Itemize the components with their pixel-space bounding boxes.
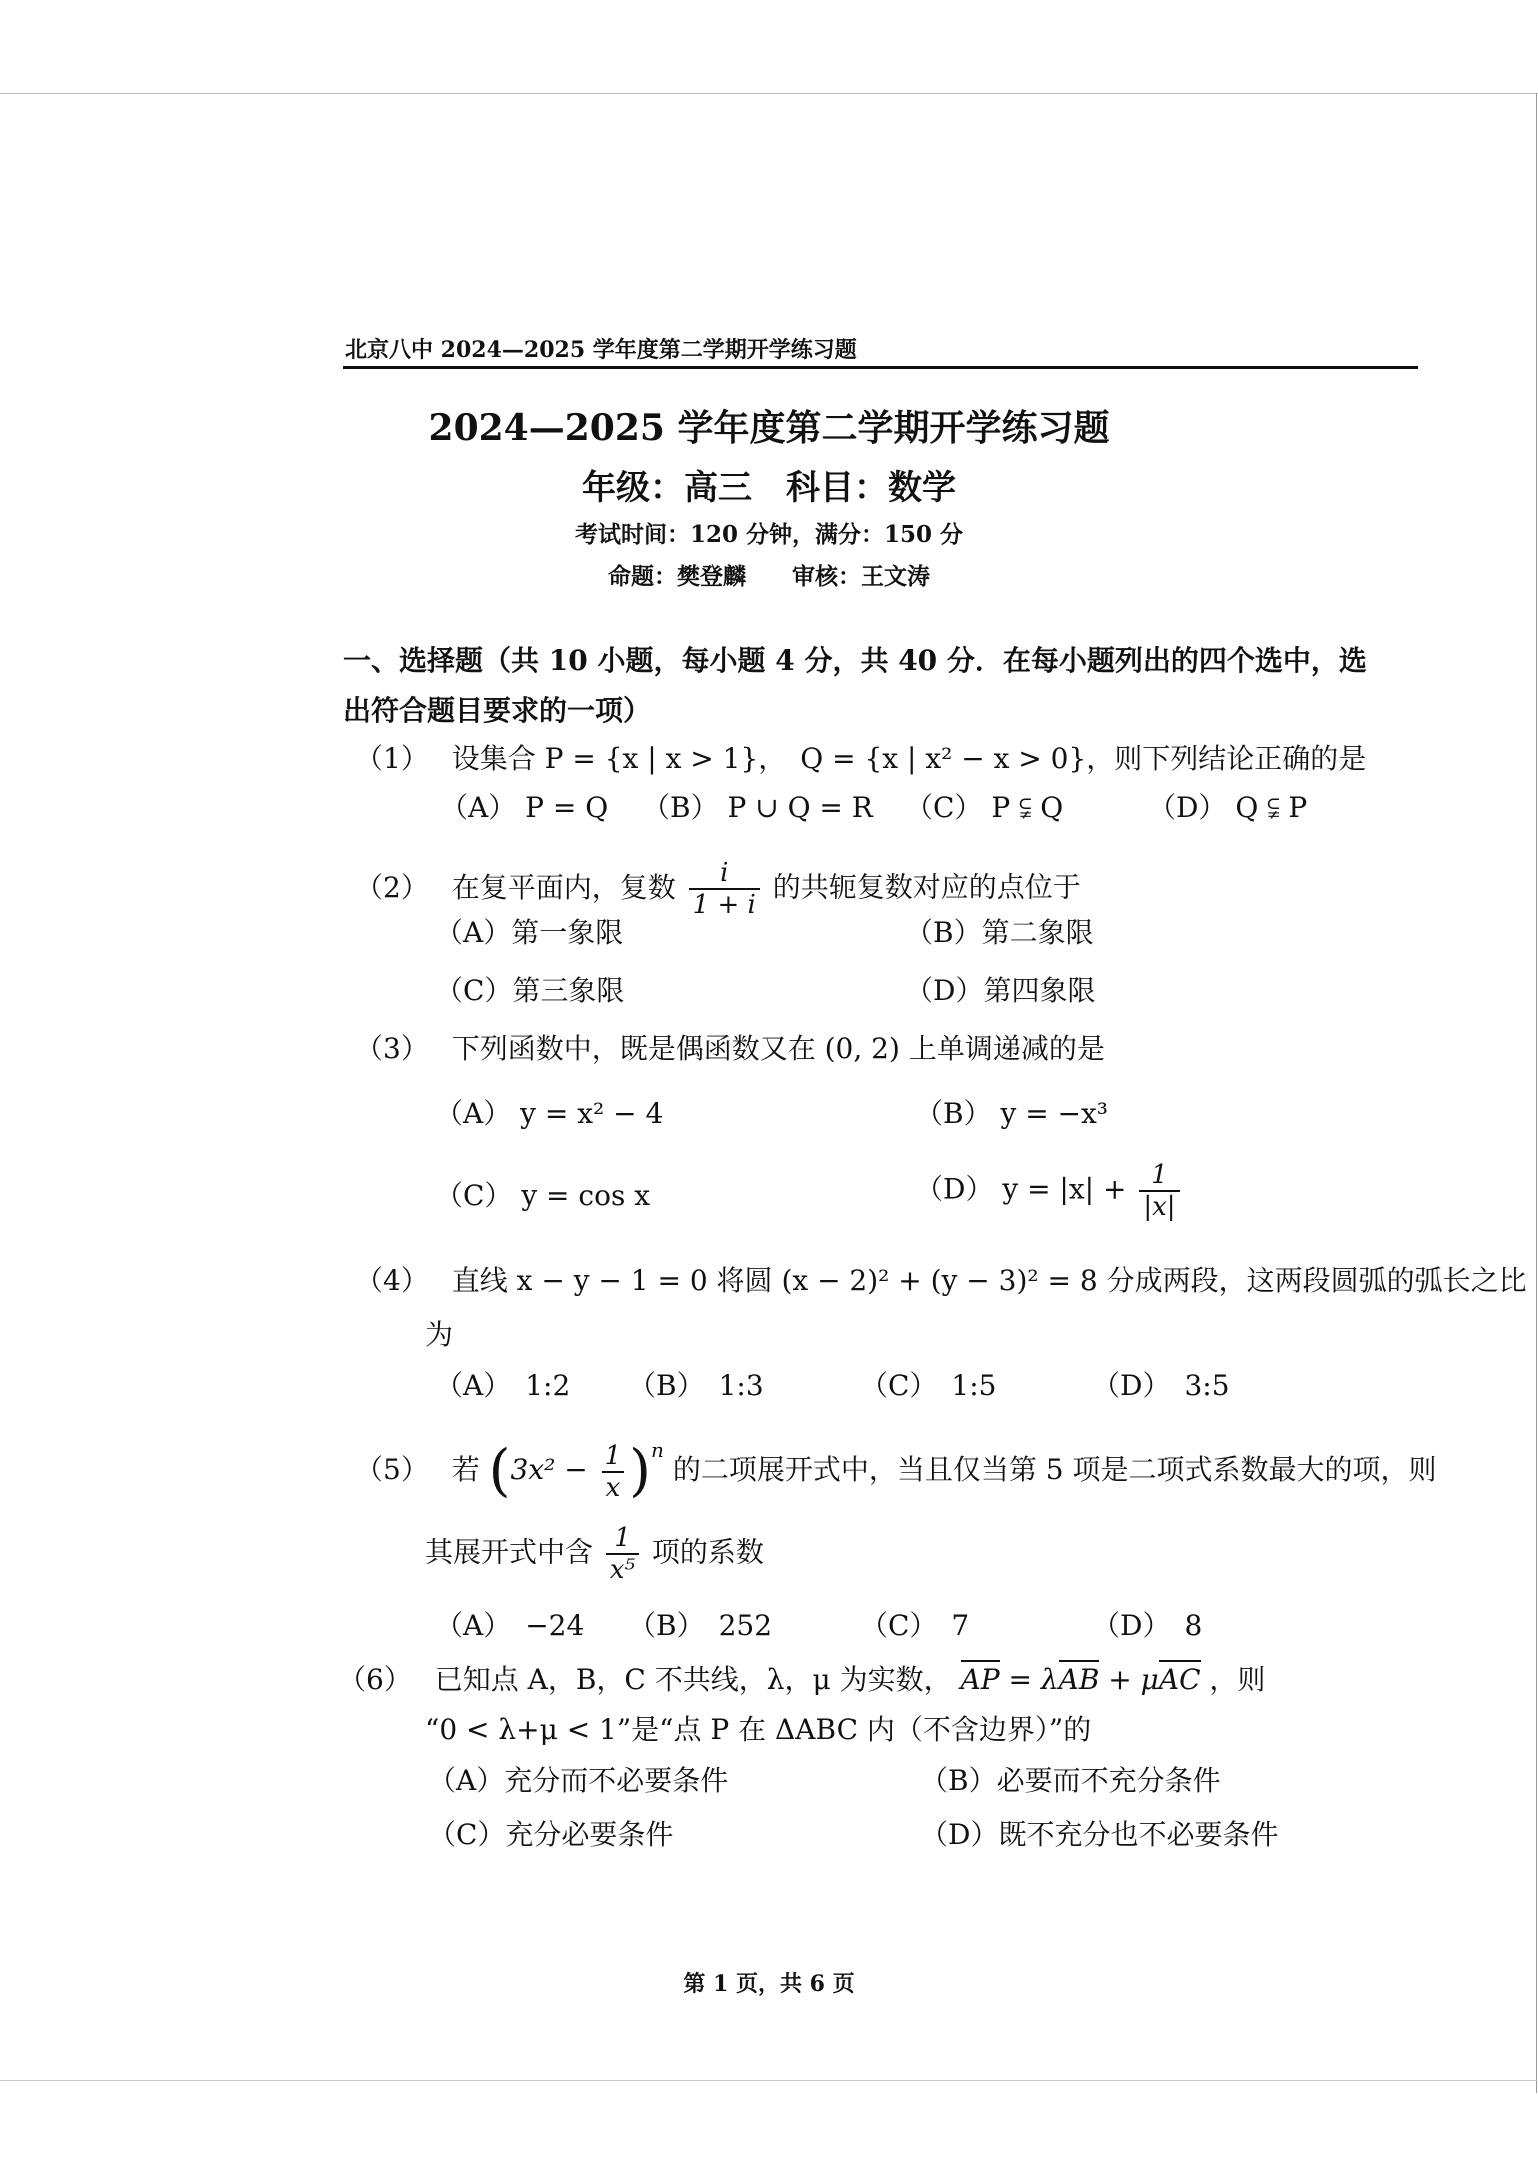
fraction-numerator: 1 (614, 1523, 631, 1553)
question-number: （6） (338, 1663, 412, 1696)
scan-edge (0, 93, 1538, 94)
choice-d-text: （D） y = |x| + (915, 1172, 1127, 1206)
question-number: （3） (355, 1032, 429, 1065)
choice-c: （C）第三象限 (435, 974, 625, 1007)
question-stem: 在复平面内，复数 (451, 870, 676, 904)
page-subtitle: 年级：高三 科目：数学 (582, 468, 956, 508)
question-stem-line2: 为 (425, 1318, 454, 1351)
choice-d: （D）既不充分也不必要条件 (920, 1818, 1279, 1851)
choice-a: （A）充分而不必要条件 (428, 1764, 729, 1797)
section-title: 一、选择题（共 10 小题，每小题 4 分，共 40 分．在每小题列出的四个选中，选出符合题目要求的一项） (343, 644, 1367, 727)
exam-time: 考试时间：120 分钟，满分：150 分 (574, 521, 964, 548)
fraction-denominator: x⁵ (606, 1553, 639, 1585)
question-1 (355, 741, 1366, 777)
choice-b: （B） P ∪ Q = R (642, 791, 873, 824)
vector-ac: AC (1159, 1660, 1201, 1696)
choice-c: （C）充分必要条件 (428, 1818, 674, 1851)
fraction (1139, 1160, 1179, 1222)
expression: 3x² − (510, 1453, 588, 1486)
question-stem: 若 (451, 1453, 480, 1486)
choice-d: （D） Q ⫋ P (1148, 791, 1308, 824)
fraction-denominator: 1 + i (689, 888, 760, 920)
plus-mu: + μ (1099, 1663, 1159, 1696)
choice-d (915, 1160, 1184, 1222)
question-stem: 设集合 P = {x | x > 1}， Q = {x | x² − x > 0}，则下列结论正确的是 (451, 742, 1367, 775)
close-paren: ) (629, 1438, 652, 1504)
question-4 (355, 1263, 1527, 1299)
fraction-numerator: 1 (1151, 1160, 1168, 1190)
choice-a: （A） −24 (435, 1609, 585, 1642)
question-stem: 下列函数中，既是偶函数又在 (0, 2) 上单调递减的是 (451, 1032, 1105, 1065)
equals-lambda: = λ (999, 1663, 1059, 1696)
page-number: 第 1 页，共 6 页 (683, 1971, 855, 1997)
fraction (689, 858, 760, 920)
scan-edge (0, 2080, 1538, 2081)
choice-a: （A）第一象限 (435, 916, 624, 949)
fraction-denominator: x (602, 1471, 625, 1503)
question-stem-line2: “0 < λ+μ < 1”是“点 P 在 ΔABC 内（不含边界）”的 (425, 1713, 1092, 1746)
question-stem-continued: 的共轭复数对应的点位于 (772, 870, 1081, 904)
vector-ap: AP (961, 1660, 1000, 1696)
fraction (601, 1441, 626, 1503)
vector-ab: AB (1059, 1660, 1100, 1696)
choice-b: （B） y = −x³ (915, 1097, 1109, 1130)
choice-c: （C） 7 (860, 1609, 970, 1642)
choice-a: （A） y = x² − 4 (435, 1097, 664, 1130)
question-stem: 直线 x − y − 1 = 0 将圆 (x − 2)² + (y − 3)² = 8 分成两段，这两段圆弧的弧长之比 (451, 1264, 1527, 1297)
question-6 (338, 1662, 1265, 1698)
choice-d: （D） 8 (1092, 1609, 1203, 1642)
question-number: （1） (355, 742, 429, 775)
question-stem: 其展开式中含 (425, 1535, 594, 1569)
running-header: 北京八中 2024—2025 学年度第二学期开学练习题 (345, 337, 857, 363)
question-3 (355, 1031, 1105, 1067)
fraction-numerator: i (720, 858, 729, 888)
fraction-denominator: |x| (1139, 1190, 1179, 1222)
choice-b: （B）必要而不充分条件 (920, 1764, 1221, 1797)
open-paren: ( (488, 1438, 511, 1504)
question-stem-continued: 的二项展开式中，当且仅当第 5 项是二项式系数最大的项，则 (672, 1453, 1437, 1486)
header-rule (343, 366, 1418, 369)
question-number: （4） (355, 1264, 429, 1297)
scan-edge (1536, 93, 1537, 2093)
question-number: （5） (355, 1453, 429, 1486)
page-title: 2024—2025 学年度第二学期开学练习题 (428, 407, 1110, 449)
question-number: （2） (355, 870, 429, 904)
choice-c: （C） P ⫋ Q (905, 791, 1064, 824)
choice-b: （B） 252 (628, 1609, 773, 1642)
question-stem: 已知点 A，B，C 不共线，λ，μ 为实数， (434, 1663, 952, 1696)
question-5 (355, 1432, 1436, 1503)
exam-authors: 命题：樊登麟 审核：王文涛 (608, 563, 930, 590)
choice-b: （B）第二象限 (905, 916, 1094, 949)
choice-d: （D）第四象限 (905, 974, 1096, 1007)
choice-b: （B） 1:3 (628, 1369, 764, 1402)
choice-c: （C） y = cos x (435, 1179, 651, 1212)
choice-a: （A） 1:2 (435, 1369, 571, 1402)
question-stem-continued: ，则 (1209, 1663, 1266, 1696)
question-stem-line2 (425, 1523, 764, 1585)
fraction-numerator: 1 (604, 1440, 622, 1471)
fraction (606, 1523, 639, 1585)
question-stem-continued: 项的系数 (651, 1535, 764, 1569)
question-2 (355, 858, 1081, 920)
choice-d: （D） 3:5 (1092, 1369, 1230, 1402)
exponent: n (651, 1438, 664, 1462)
choice-a: （A） P = Q (440, 791, 609, 824)
choice-c: （C） 1:5 (860, 1369, 997, 1402)
